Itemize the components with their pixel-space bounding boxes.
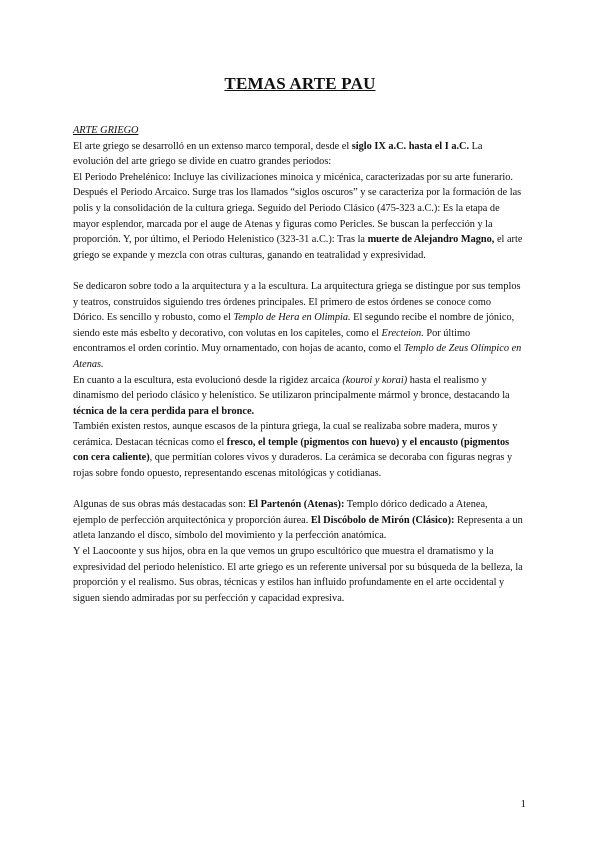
page-number: 1 [520,798,526,810]
italic-run: Templo de Zeus Olímpico en Atenas. [73,343,522,370]
text-run: El Periodo Prehelénico: Incluye las civilizaciones minoica y micénica, caracterizadas por su arte funerario. Después el Periodo Arcaico. Surge tras los llamados “siglos oscuros” y se caracteriza por la formación de las polis y la consolidación de la cultura griega. Seguido del Periodo Clásico (475-323 a.C.): Es la etapa de mayor esplendor, marcada por el auge de Atenas y figuras como Pericles. Se buscan la perfección y la proporción. Y, por último, el Periodo Helenístico (323-31 a.C.): Tras la [73,171,522,246]
paragraph-architecture [73,279,523,373]
text-run: Templo dórico dedicado a Atenea, ejemplo de perfección arquitectónica y proporción áurea. [73,499,488,526]
text-run: , que permitían colores vivos y duraderos. La cerámica se decoraba con figuras negras y rojas sobre fondo opuesto, representando escenas mitológicas y cotidianas. [73,452,513,480]
bold-run: El Partenón (Atenas): [248,499,345,511]
document-body [73,123,523,606]
text-run: Representa a un atleta lanzando el disco, símbolo del movimiento y la perfección anatómica. [73,514,523,542]
bold-run: siglo IX a.C. hasta el I a.C. [351,140,470,152]
paragraph-painting [73,419,523,481]
text-run: En cuanto a la escultura, esta evolucionó desde la rigidez arcaica [73,374,343,386]
paragraph-spacer [73,482,523,498]
text-run: Por último encontramos el orden corintio. Muy ornamentado, con hojas de acanto, como el [73,327,471,355]
bold-run: técnica de la cera perdida para el bronce. [73,405,255,417]
bold-run: fresco, el temple (pigmentos con huevo) y el encausto (pigmentos con cera caliente) [73,436,510,464]
text-run: Y el Laocoonte y sus hijos, obra en la que vemos un grupo escultórico que muestra el dramatismo y la expresividad del periodo helenístico. El arte griego es un referente universal por su búsqueda de la belleza, la proporción y el realismo. Sus obras, técnicas y estilos han influido profundamente en el arte occidental y siguen siendo admiradas por su perfección y capacidad expresiva. [73,546,523,604]
text-run: Algunas de sus obras más destacadas son: [73,499,249,511]
text-run: el arte griego se expande y mezcla con otras culturas, ganando en teatralidad y expresividad. [73,234,523,261]
italic-run: (kouroi y korai) [342,374,408,386]
page-title: TEMAS ARTE PAU [224,74,376,93]
text-run: Se dedicaron sobre todo a la arquitectura y a la escultura. La arquitectura griega se distingue por sus templos y teatros, construidos siguiendo tres órdenes principales. El primero de estos órdenes se conoce como Dórico. Es sencillo y robusto, como el [73,280,521,324]
section-heading: ARTE GRIEGO [73,125,139,136]
text-run: El arte griego se desarrolló en un extenso marco temporal, desde el [73,140,352,152]
text-run: La evolución del arte griego se divide en cuatro grandes periodos: [73,140,483,168]
text-run: hasta el realismo y dinamismo del periodo clásico y helenístico. Se utilizaron principalmente mármol y bronce, destacando la [73,374,510,402]
text-run: El segundo recibe el nombre de jónico, siendo este más esbelto y decorativo, con volutas en los capiteles, como el [73,312,515,339]
italic-run: Erecteion. [381,327,424,339]
paragraph-intro [73,139,523,170]
paragraph-spacer [73,263,523,279]
paragraph-conclusion [73,544,523,606]
bold-run: El Discóbolo de Mirón (Clásico): [310,514,455,526]
paragraph-periods [73,170,523,264]
text-run: También existen restos, aunque escasos de la pintura griega, la cual se realizaba sobre madera, muros y cerámica. Destacan técnicas como el [73,421,498,448]
paragraph-works [73,497,523,544]
italic-run: Templo de Hera en Olimpia. [233,312,351,324]
paragraph-sculpture [73,373,523,420]
bold-run: muerte de Alejandro Magno, [367,234,495,246]
